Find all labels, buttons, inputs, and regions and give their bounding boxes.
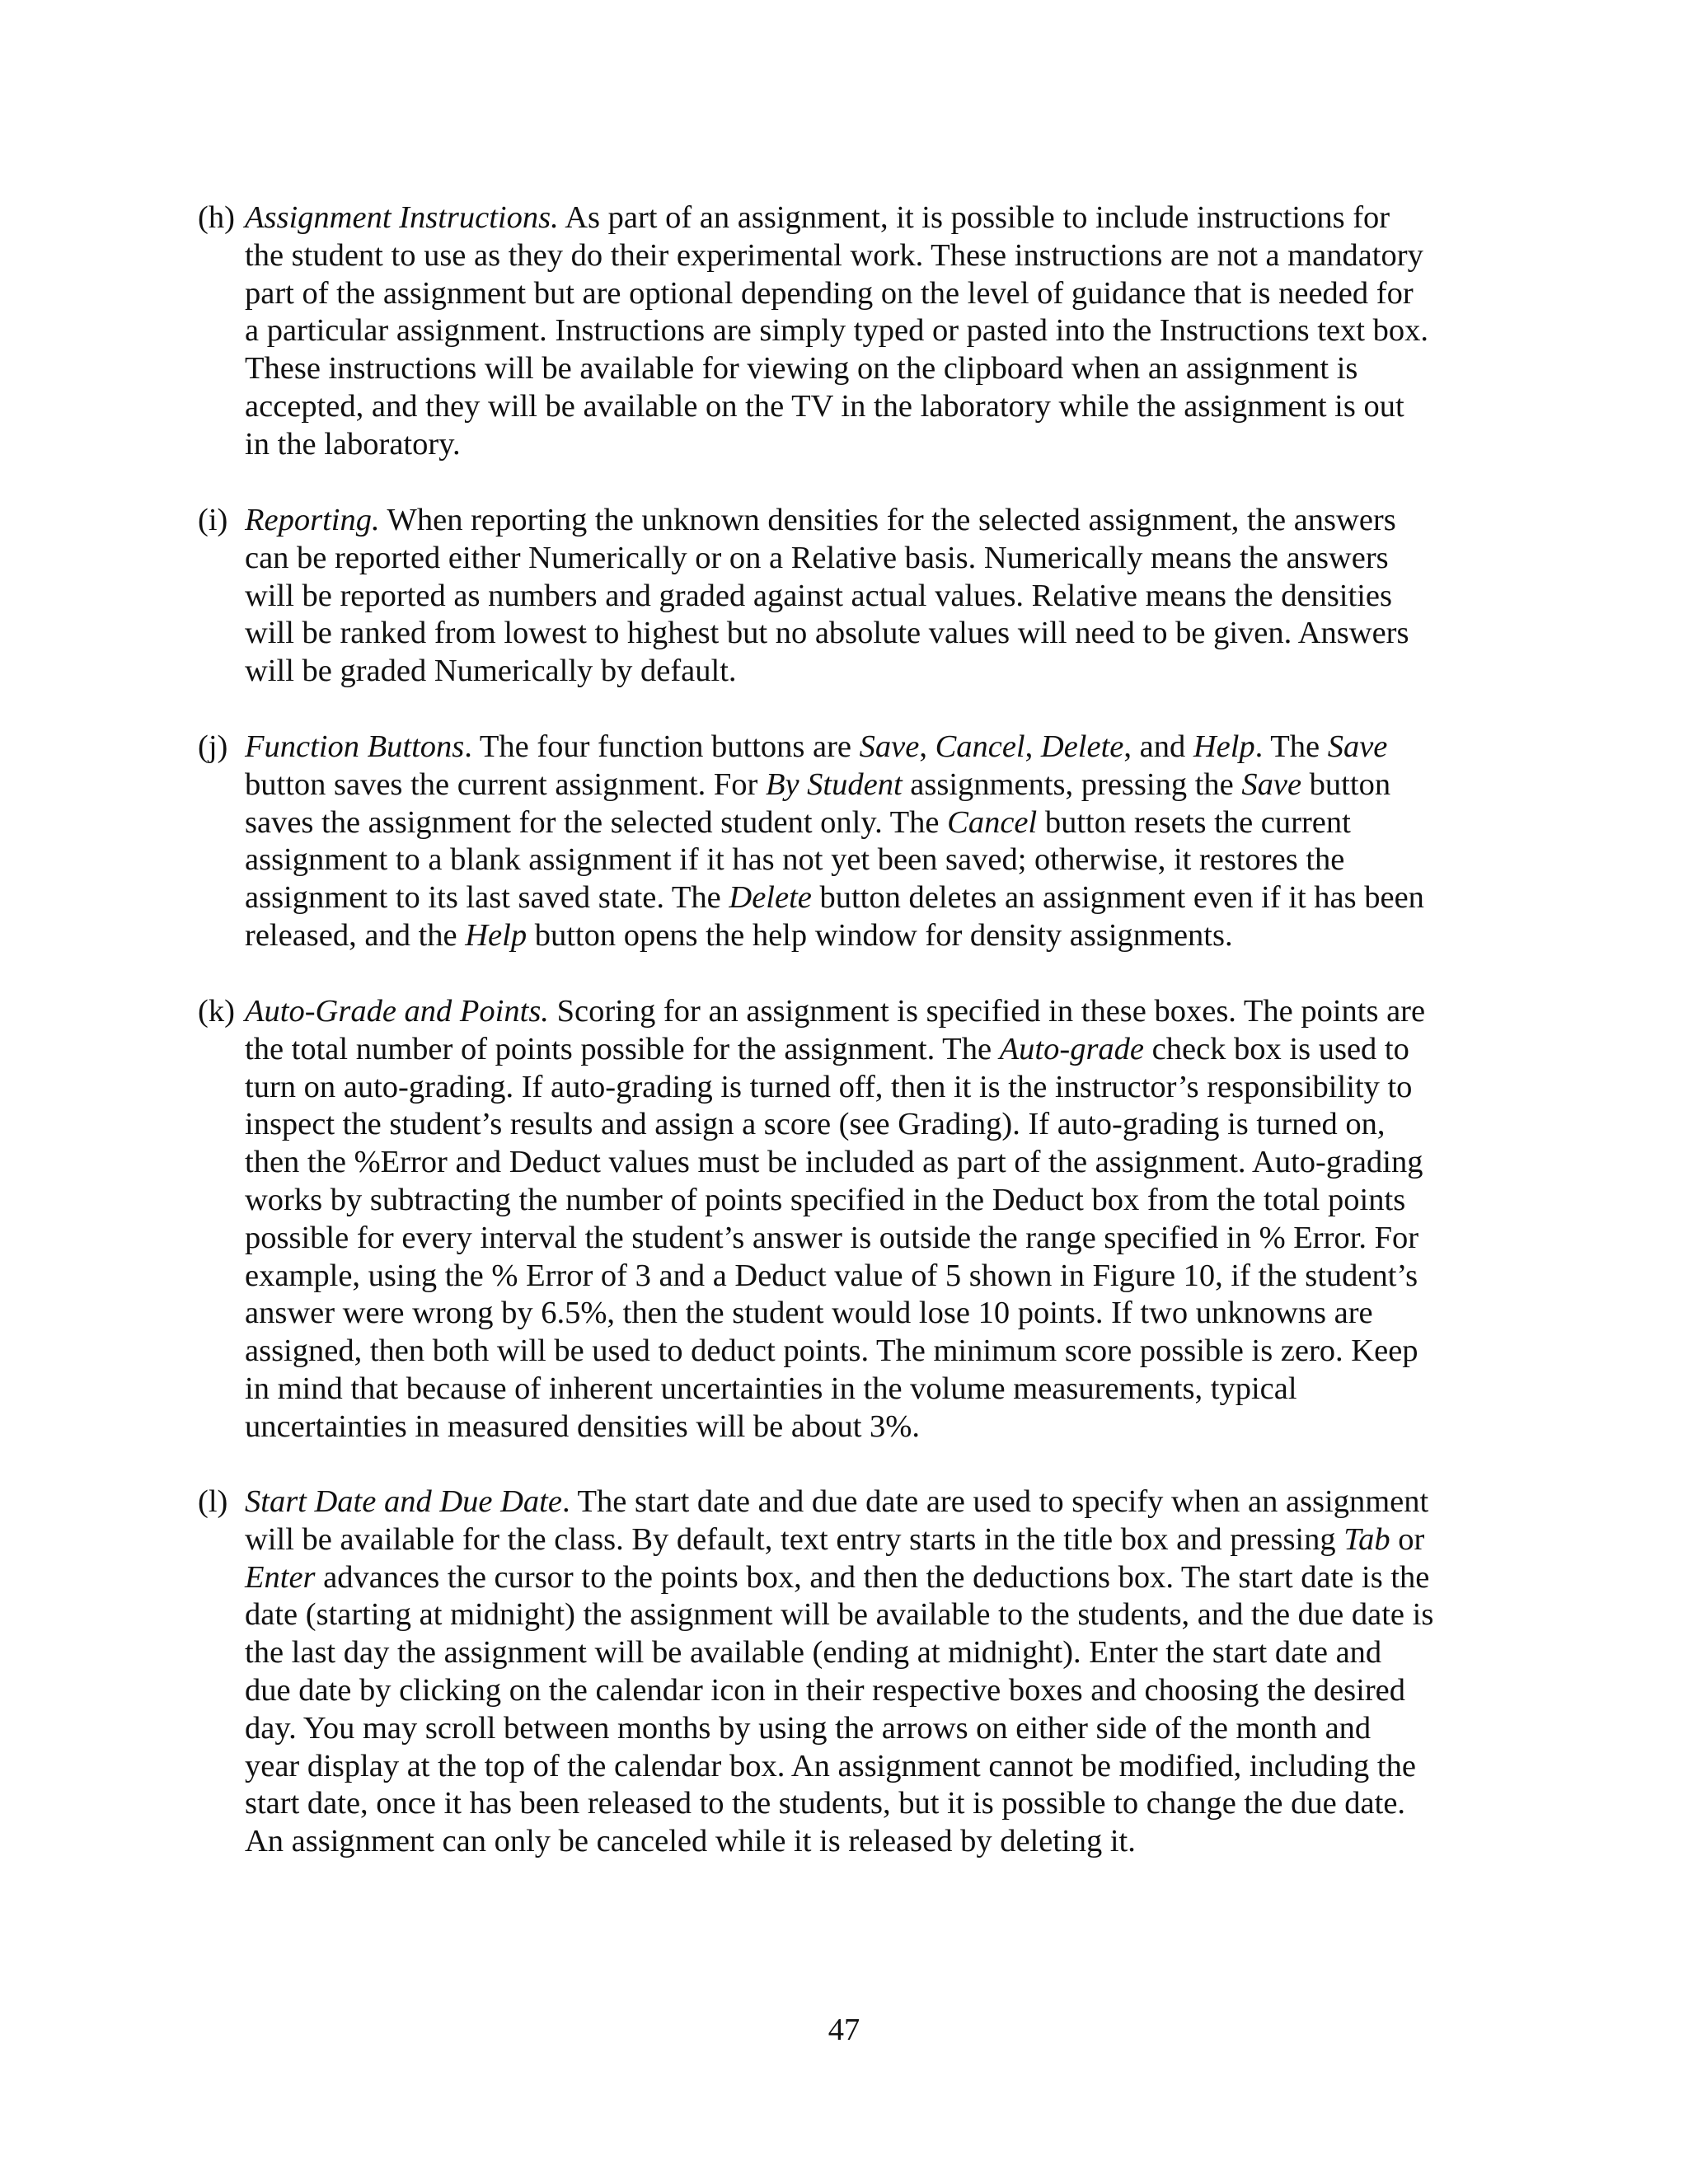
text-run: answer were wrong by 6.5%, then the student would lose 10 points. If two unknowns are bbox=[245, 1296, 1373, 1331]
text-line bbox=[245, 1748, 1531, 1786]
list-marker: (h) bbox=[198, 200, 235, 235]
text-run: the last day the assignment will be available (ending at midnight). Enter the start date and bbox=[245, 1635, 1382, 1671]
text-line bbox=[245, 615, 1531, 653]
paragraph-reporting bbox=[245, 502, 1531, 691]
text-line bbox=[245, 1785, 1531, 1823]
text-run: assigned, then both will be used to deduct points. The minimum score possible is zero. Keep bbox=[245, 1333, 1418, 1369]
text-run: . The start date and due date are used to specify when an assignment bbox=[561, 1484, 1429, 1519]
text-run: . The four function buttons are bbox=[464, 729, 860, 764]
paragraph-auto-grade-and-points bbox=[245, 993, 1531, 1446]
text-line bbox=[245, 350, 1531, 388]
text-line bbox=[245, 1333, 1531, 1371]
italic-text: Tab bbox=[1343, 1521, 1390, 1557]
italic-text: Reporting. bbox=[245, 503, 380, 537]
text-run: released, and the bbox=[245, 917, 466, 953]
text-line bbox=[245, 426, 1531, 464]
text-run: a particular assignment. Instructions are simply typed or pasted into the Instructions text box. bbox=[245, 313, 1428, 349]
text-line bbox=[245, 578, 1531, 616]
text-run: the total number of points possible for the assignment. The bbox=[245, 1031, 1000, 1066]
italic-text: Cancel bbox=[947, 804, 1038, 840]
italic-text: Enter bbox=[245, 1559, 316, 1595]
italic-text: Delete bbox=[1040, 729, 1124, 764]
text-run: saves the assignment for the selected student only. The bbox=[245, 804, 948, 840]
text-run: works by subtracting the number of points specified in the Deduct box from the total points bbox=[245, 1182, 1406, 1217]
italic-text: Function Buttons bbox=[245, 729, 465, 764]
italic-text: Cancel bbox=[935, 729, 1025, 764]
text-run: Scoring for an assignment is specified in these boxes. The points are bbox=[548, 994, 1426, 1029]
paragraph-start-date-and-due-date bbox=[245, 1483, 1531, 1861]
italic-text: Auto-grade bbox=[999, 1031, 1145, 1066]
text-run: start date, once it has been released to the students, but it is possible to change the due date. bbox=[245, 1786, 1406, 1821]
text-run: will be ranked from lowest to highest but no absolute values will need to be given. Answers bbox=[245, 616, 1409, 651]
text-run: assignments, pressing the bbox=[902, 766, 1242, 802]
italic-text: Save bbox=[859, 729, 920, 764]
text-line bbox=[245, 729, 1531, 766]
text-line bbox=[245, 388, 1531, 426]
text-line bbox=[245, 1220, 1531, 1258]
text-line bbox=[245, 199, 1531, 237]
text-line bbox=[245, 1106, 1531, 1144]
text-run: , and bbox=[1123, 729, 1193, 764]
text-line bbox=[245, 1823, 1531, 1861]
text-run: example, using the % Error of 3 and a Deduct value of 5 shown in Figure 10, if the student’s bbox=[245, 1258, 1418, 1293]
italic-text: By Student bbox=[765, 766, 903, 802]
text-run: in mind that because of inherent uncertainties in the volume measurements, typical bbox=[245, 1371, 1297, 1406]
list-marker: (k) bbox=[198, 994, 235, 1029]
text-line bbox=[245, 804, 1531, 842]
text-line bbox=[245, 1258, 1531, 1296]
text-line bbox=[245, 1634, 1531, 1672]
paragraph-function-buttons bbox=[245, 729, 1531, 955]
page-number: 47 bbox=[828, 2013, 860, 2047]
text-run: check box is used to bbox=[1144, 1031, 1409, 1066]
text-line bbox=[245, 879, 1531, 917]
text-line bbox=[245, 1408, 1531, 1446]
text-run: due date by clicking on the calendar icon in their respective boxes and choosing the desired bbox=[245, 1672, 1405, 1708]
text-run: in the laboratory. bbox=[245, 426, 461, 462]
text-run: assignment to a blank assignment if it has not yet been saved; otherwise, it restores the bbox=[245, 842, 1345, 878]
text-line bbox=[245, 993, 1531, 1031]
text-line bbox=[245, 540, 1531, 578]
text-run: When reporting the unknown densities for the selected assignment, the answers bbox=[379, 503, 1396, 537]
list-marker: (j) bbox=[198, 729, 228, 764]
text-line bbox=[245, 502, 1531, 540]
italic-text: Save bbox=[1327, 729, 1388, 764]
text-run: advances the cursor to the points box, and then the deductions box. The start date is the bbox=[315, 1559, 1430, 1595]
text-line bbox=[245, 1182, 1531, 1220]
text-run: button saves the current assignment. For bbox=[245, 766, 766, 802]
text-line bbox=[245, 1371, 1531, 1408]
text-line bbox=[245, 766, 1531, 804]
text-run: will be reported as numbers and graded against actual values. Relative means the densities bbox=[245, 578, 1392, 613]
text-run: uncertainties in measured densities will be about 3%. bbox=[245, 1408, 920, 1444]
text-run: button deletes an assignment even if it has been bbox=[811, 880, 1424, 916]
text-line bbox=[245, 1031, 1531, 1069]
text-run: or bbox=[1390, 1521, 1425, 1557]
text-line bbox=[245, 1295, 1531, 1333]
text-line bbox=[245, 1710, 1531, 1748]
list-marker: (l) bbox=[198, 1484, 228, 1519]
paragraph-assignment-instructions bbox=[245, 199, 1531, 464]
text-line bbox=[245, 237, 1531, 275]
text-run: , bbox=[919, 729, 935, 764]
text-line bbox=[245, 1069, 1531, 1107]
italic-text: Auto-Grade and Points. bbox=[245, 994, 549, 1029]
text-run: day. You may scroll between months by using the arrows on either side of the month and bbox=[245, 1710, 1372, 1746]
text-run: turn on auto-grading. If auto-grading is turned off, then it is the instructor’s responsibility to bbox=[245, 1069, 1413, 1104]
italic-text: Help bbox=[465, 917, 528, 953]
text-run: accepted, and they will be available on the TV in the laboratory while the assignment is out bbox=[245, 388, 1404, 424]
text-run: possible for every interval the student’s answer is outside the range specified in % Error. For bbox=[245, 1220, 1419, 1255]
text-run: , bbox=[1025, 729, 1041, 764]
text-run: year display at the top of the calendar box. An assignment cannot be modified, including the bbox=[245, 1748, 1416, 1783]
text-line bbox=[245, 1596, 1531, 1634]
italic-text: Save bbox=[1241, 766, 1302, 802]
text-line bbox=[245, 275, 1531, 313]
text-line bbox=[245, 1483, 1531, 1521]
text-line bbox=[245, 1672, 1531, 1710]
text-line bbox=[245, 1559, 1531, 1597]
text-run: An assignment can only be canceled while it is released by deleting it. bbox=[245, 1824, 1136, 1859]
italic-text: Delete bbox=[729, 880, 812, 916]
text-run: button bbox=[1301, 766, 1391, 802]
text-run: date (starting at midnight) the assignment will be available to the students, and the due date is bbox=[245, 1597, 1434, 1633]
text-run: the student to use as they do their experimental work. These instructions are not a mandatory bbox=[245, 237, 1423, 273]
text-run: part of the assignment but are optional depending on the level of guidance that is needed for bbox=[245, 275, 1414, 311]
text-run: button resets the current bbox=[1037, 804, 1351, 840]
text-run: assignment to its last saved state. The bbox=[245, 880, 729, 916]
text-run: These instructions will be available for viewing on the clipboard when an assignment is bbox=[245, 351, 1358, 387]
text-run: inspect the student’s results and assign a score (see Grading). If auto-grading is turned on, bbox=[245, 1107, 1386, 1142]
text-run: will be available for the class. By default, text entry starts in the title box and pressing bbox=[245, 1521, 1344, 1557]
text-run: then the %Error and Deduct values must be included as part of the assignment. Auto-grading bbox=[245, 1145, 1423, 1180]
italic-text: Start Date and Due Date bbox=[245, 1484, 562, 1519]
text-run: button opens the help window for density assignments. bbox=[527, 917, 1233, 953]
text-run: will be graded Numerically by default. bbox=[245, 654, 737, 689]
text-line bbox=[245, 841, 1531, 879]
text-run: As part of an assignment, it is possible to include instructions for bbox=[558, 200, 1390, 235]
text-line bbox=[245, 1521, 1531, 1559]
text-run: . The bbox=[1254, 729, 1328, 764]
text-run: can be reported either Numerically or on a Relative basis. Numerically means the answers bbox=[245, 540, 1389, 575]
italic-text: Assignment Instructions. bbox=[245, 200, 559, 235]
italic-text: Help bbox=[1193, 729, 1255, 764]
text-line bbox=[245, 653, 1531, 691]
text-line bbox=[245, 1144, 1531, 1182]
text-line bbox=[245, 917, 1531, 955]
list-marker: (i) bbox=[198, 503, 228, 537]
text-line bbox=[245, 312, 1531, 350]
